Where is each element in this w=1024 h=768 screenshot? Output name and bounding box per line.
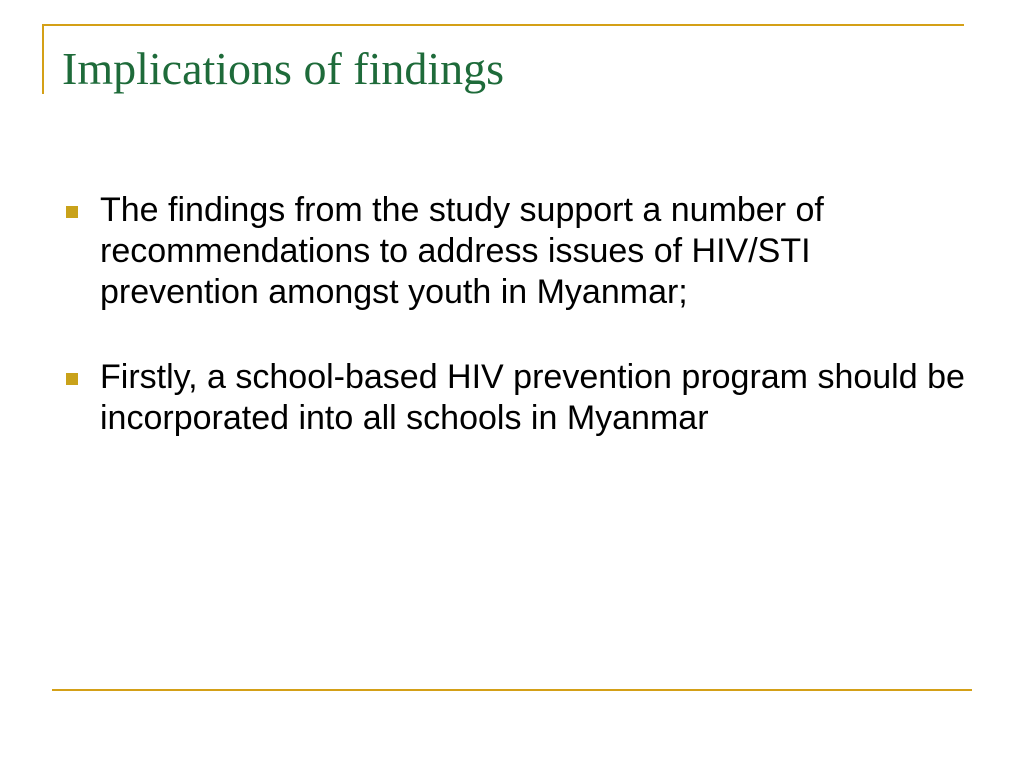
bullet-list [66,190,966,483]
bullet-text: Firstly, a school-based HIV prevention program should be incorporated into all schools in Myanmar [100,358,965,437]
bullet-item [66,357,966,439]
bullet-text: The findings from the study support a number of recommendations to address issues of HIV/STI prevention amongst youth in Myanmar; [100,191,824,311]
left-accent-line [42,24,44,94]
square-bullet-icon [66,206,78,218]
bottom-divider-line [52,689,972,691]
square-bullet-icon [66,373,78,385]
top-divider-line [42,24,964,26]
bullet-item [66,190,966,313]
slide-title: Implications of findings [62,43,505,94]
